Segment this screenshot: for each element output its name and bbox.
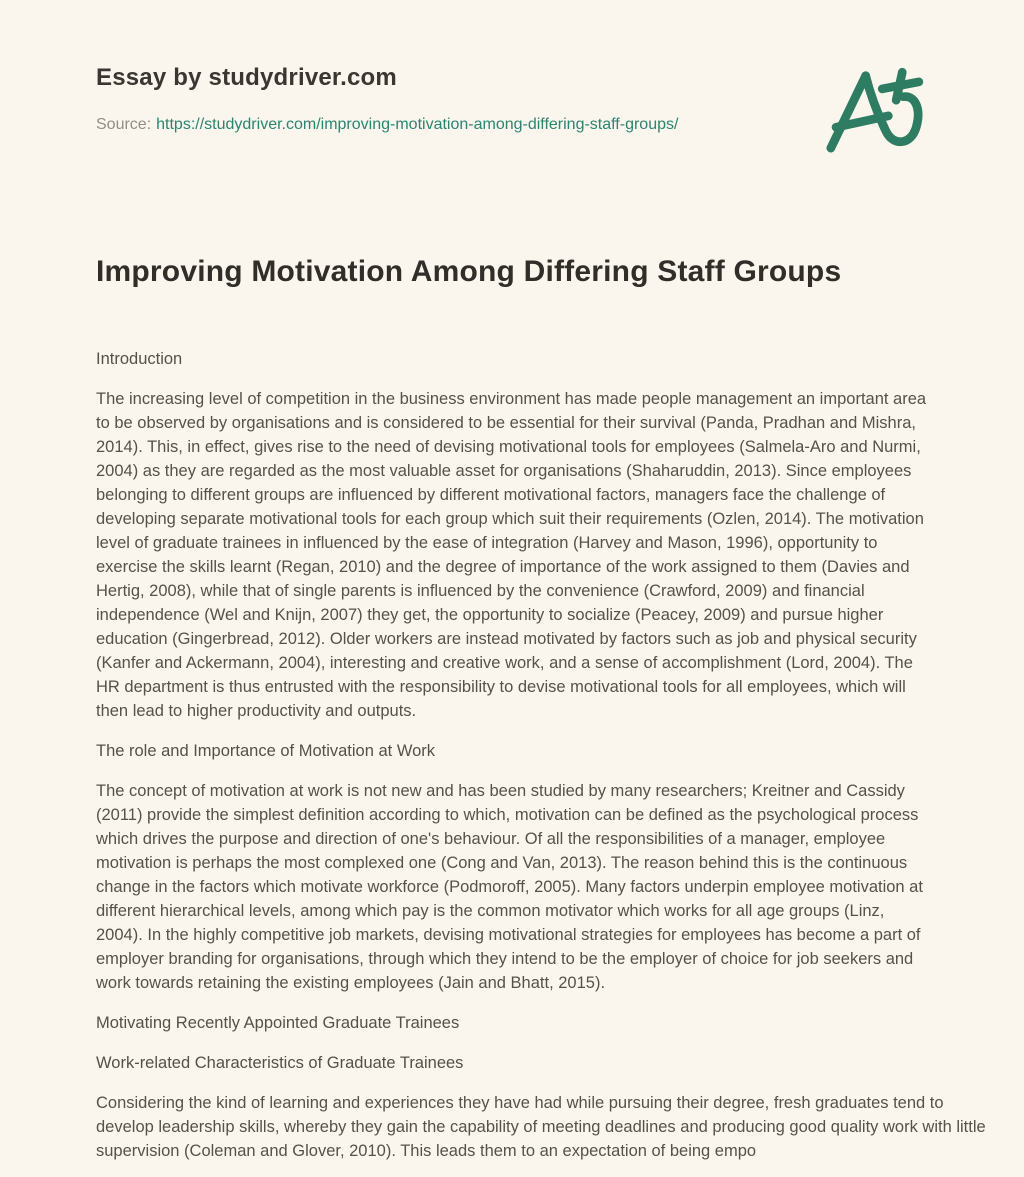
paragraph-role-importance: The concept of motivation at work is not new and has been studied by many researchers; Kreitner and Cassidy (2011) provide the simplest definition according to which, motivation can be defined as the psychological process which drives the purpose and direction of one's behaviour. Of all the responsibilities of a manager, employee motivation is perhaps the most complexed one (Cong and Van, 2013). The reason behind this is the continuous change in the factors which motivate workforce (Podmoroff, 2005). Many factors underpin employee motivation at different hierarchical levels, among which pay is the common motivator which works for all age groups (Linz, 2004). In the highly competitive job markets, devising motivational strategies for employees has become a part of employer branding for organisations, through which they intend to be the employer of choice for job seekers and work towards retaining the existing employees (Jain and Bhatt, 2015). [96, 781, 923, 992]
essay-title: Improving Motivation Among Differing Staff Groups [96, 254, 842, 288]
section-heading-introduction: Introduction [96, 349, 183, 368]
paragraph-introduction: The increasing level of competition in the business environment has made people management an important area to be observed by organisations and is considered to be essential for their survival (Panda, Pradhan and Mishra, 2014). This, in effect, gives rise to the need of devising motivational tools for employees (Salmela-Aro and Nurmi, 2004) as they are regarded as the most valuable asset for organisations (Shaharuddin, 2013). Since employees belonging to different groups are influenced by different motivational factors, managers face the challenge of developing separate motivational tools for each group which suit their requirements (Ozlen, 2014). The motivation level of graduate trainees in influenced by the ease of integration (Harvey and Mason, 1996), opportunity to exercise the skills learnt (Regan, 2010) and the degree of importance of the work assigned to them (Davies and Hertig, 2008), while that of single parents is influenced by the convenience (Crawford, 2009) and financial independence (Wel and Knijn, 2007) they get, the opportunity to socialize (Peacey, 2009) and pursue higher education (Gingerbread, 2012). Older workers are instead motivated by factors such as job and physical security (Kanfer and Ackermann, 2004), interesting and creative work, and a sense of accomplishment (Lord, 2004). The HR department is thus entrusted with the responsibility to devise motivational tools for all employees, which will then lead to higher productivity and outputs. [96, 389, 927, 720]
byline: Essay by studydriver.com [96, 64, 397, 91]
a-plus-logo-icon [816, 56, 938, 174]
source-label: Source: [96, 115, 152, 133]
paragraph-work-characteristics: Considering the kind of learning and experiences they have had while pursuing their degree, fresh graduates tend to develop leadership skills, whereby they gain the capability of meeting deadlines and producing good quality work with little supervision (Coleman and Glover, 2010). This leads them to an expectation of being empo [96, 1093, 986, 1160]
source-line [96, 115, 928, 136]
section-heading-role-importance: The role and Importance of Motivation at Work [96, 741, 436, 760]
section-heading-work-characteristics: Work-related Characteristics of Graduate Trainees [96, 1053, 464, 1072]
source-url-link[interactable]: https://studydriver.com/improving-motivation-among-differing-staff-groups/ [156, 115, 679, 133]
essay-body [96, 252, 986, 1163]
section-heading-motivating-trainees: Motivating Recently Appointed Graduate Trainees [96, 1013, 460, 1032]
page-header [96, 64, 928, 136]
